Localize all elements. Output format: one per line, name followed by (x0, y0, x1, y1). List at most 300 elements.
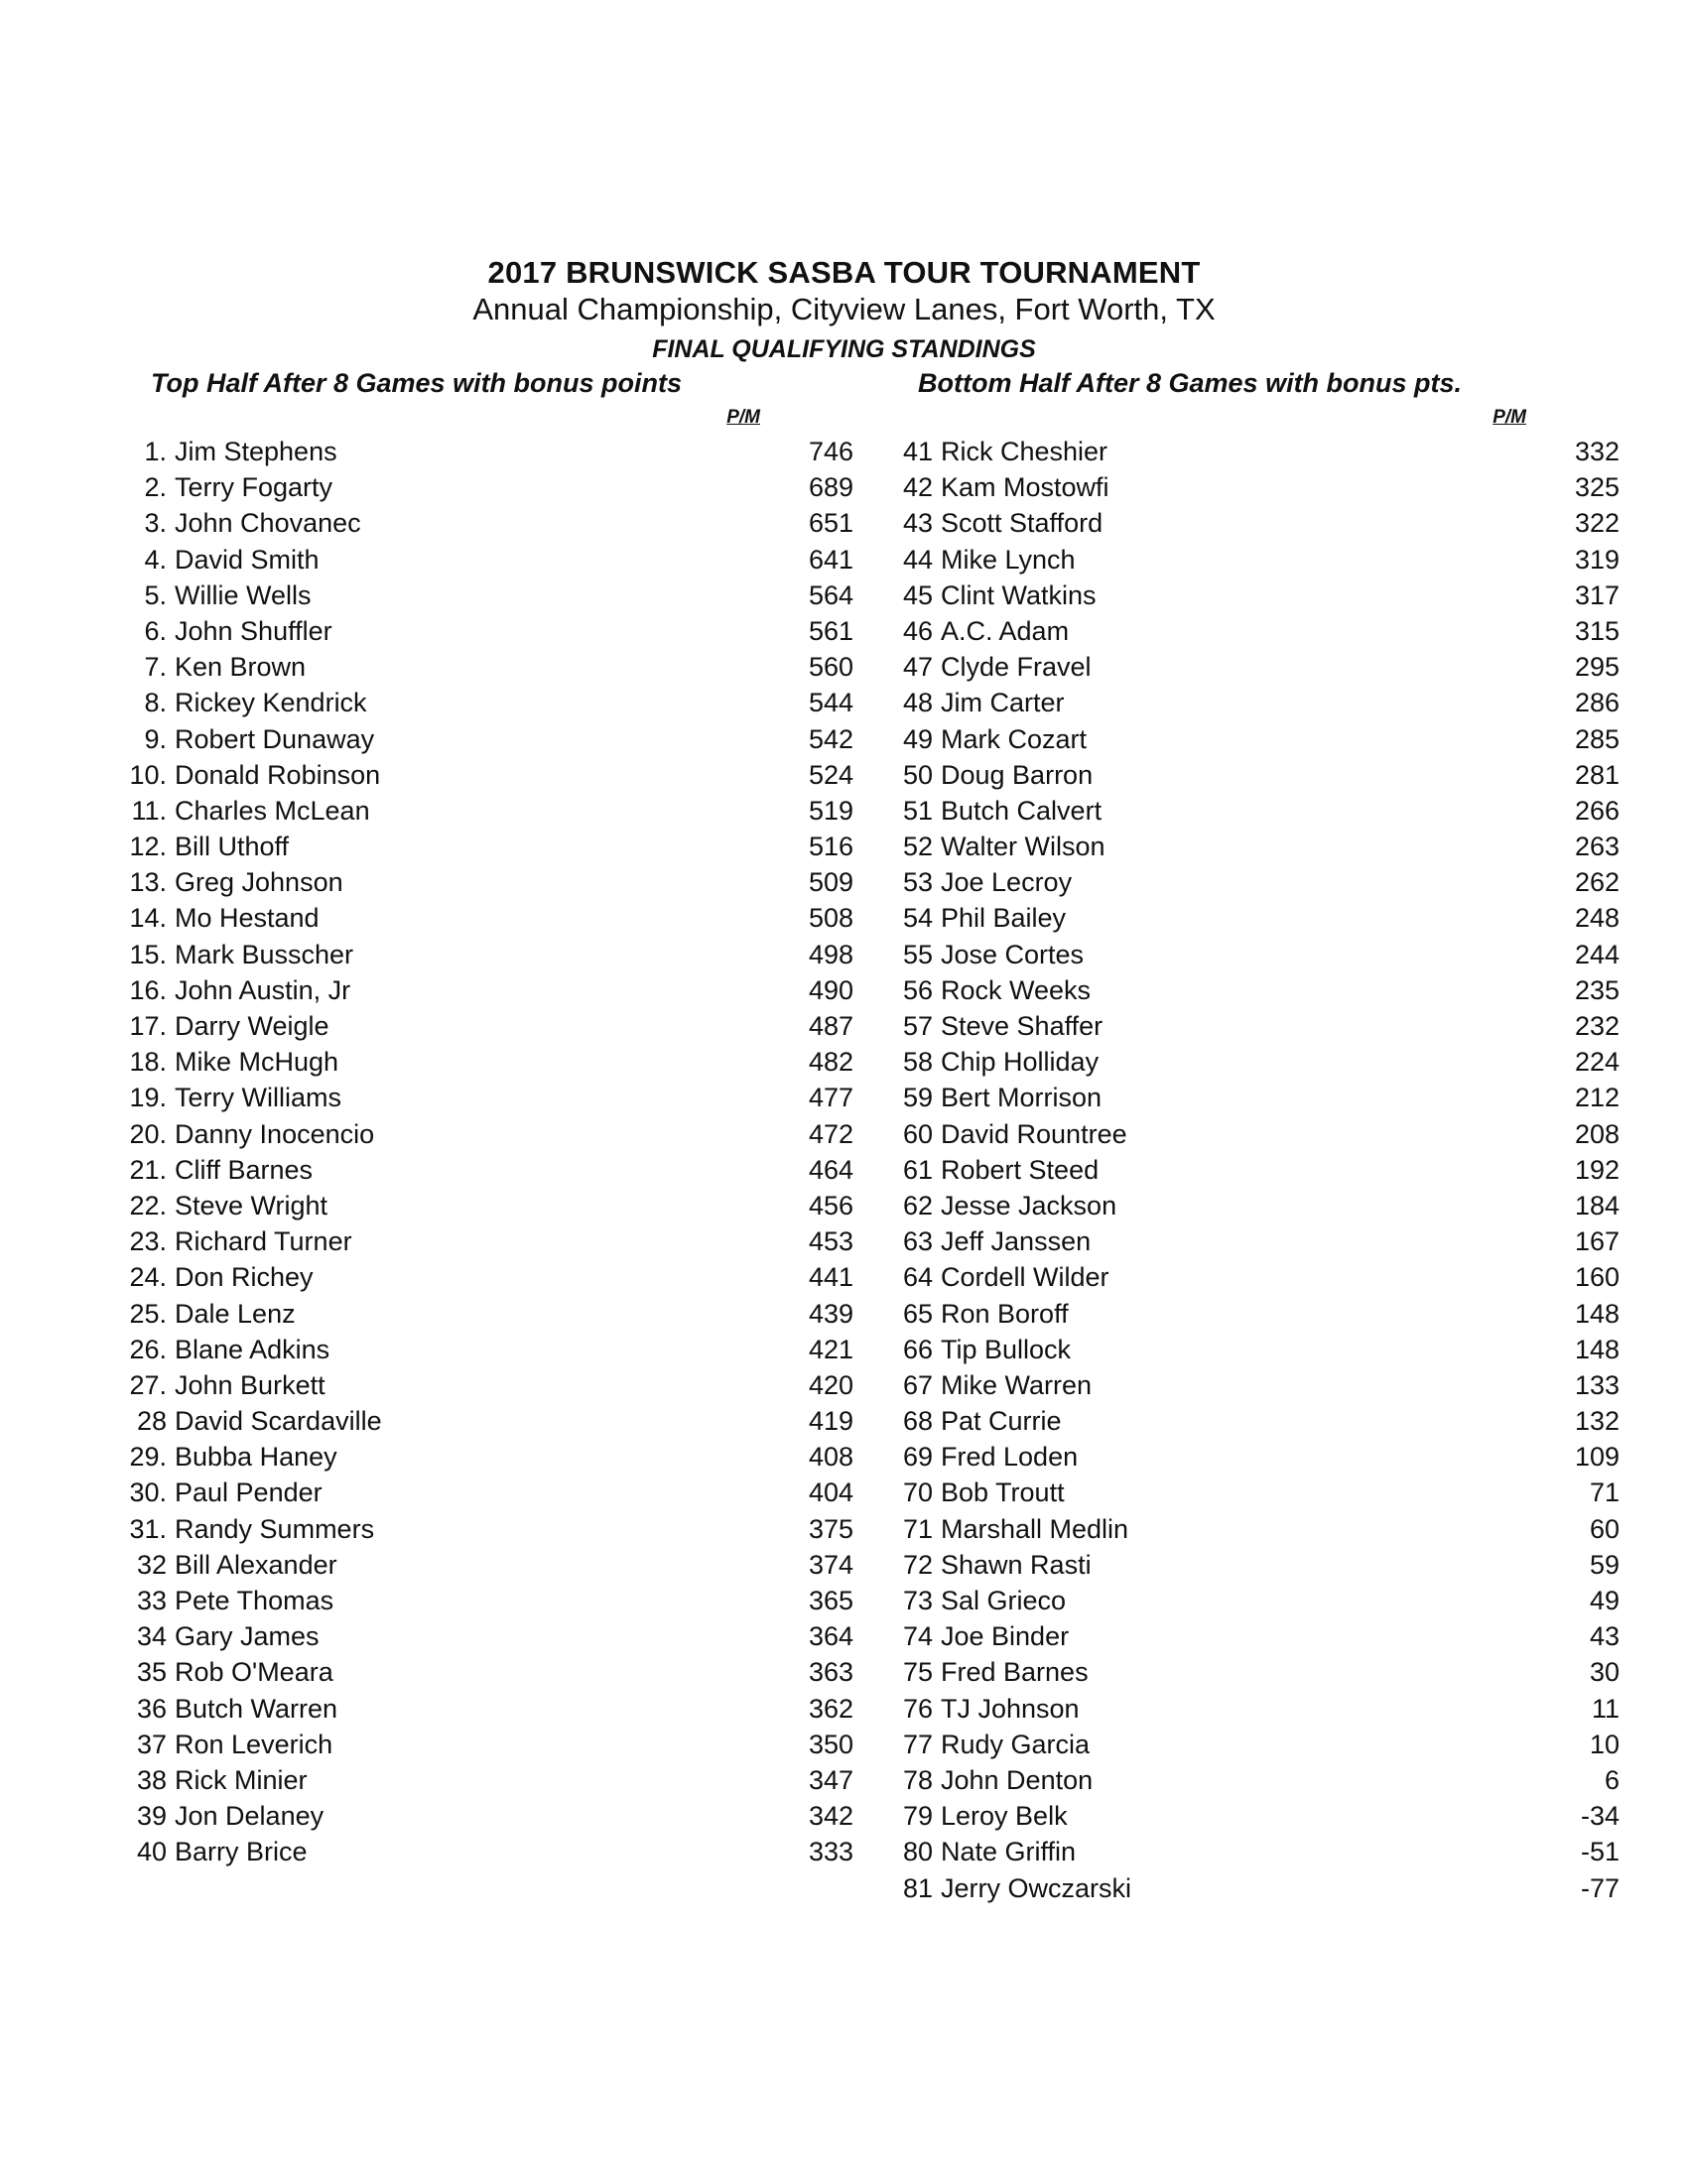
standings-row (865, 578, 1620, 613)
rank: 10. (129, 759, 167, 790)
bowler-name: Steve Shaffer (941, 1011, 1104, 1041)
standings-row (865, 1691, 1620, 1727)
rank: 53 (902, 867, 933, 898)
standings-row (99, 1475, 853, 1510)
pm-points: 133 (1574, 1369, 1620, 1400)
standings-row (865, 1367, 1620, 1403)
standings-row (865, 1798, 1620, 1834)
rank: 8. (144, 688, 167, 718)
bowler-name: Blane Adkins (175, 1334, 330, 1364)
rank: 74 (902, 1621, 933, 1652)
standings-row (99, 1116, 853, 1152)
pm-points: 281 (1574, 759, 1620, 790)
rank: 21. (129, 1154, 167, 1185)
standings-label: FINAL QUALIFYING STANDINGS (652, 335, 1036, 363)
standings-row (99, 1798, 853, 1834)
rank: 14. (129, 903, 167, 934)
bowler-name: Darry Weigle (175, 1011, 329, 1041)
standings-row (865, 1152, 1620, 1188)
bowler-name: Richard Turner (175, 1226, 352, 1257)
pm-points: 408 (808, 1442, 853, 1473)
standings-row (865, 1654, 1620, 1690)
rank: 66 (902, 1334, 933, 1364)
standings-row (865, 685, 1620, 720)
standings-row (865, 1116, 1620, 1152)
standings-row (99, 1332, 853, 1367)
bowler-name: John Chovanec (175, 508, 361, 539)
standings-row (865, 1762, 1620, 1798)
pm-points: 322 (1574, 508, 1620, 539)
bowler-name: Donald Robinson (175, 759, 381, 790)
bowler-name: Bert Morrison (941, 1083, 1103, 1113)
pm-points: 441 (808, 1262, 853, 1293)
rank: 26. (129, 1334, 167, 1364)
standings-row (99, 972, 853, 1008)
rank: 5. (144, 579, 167, 610)
pm-points: 212 (1574, 1083, 1620, 1113)
bowler-name: Greg Johnson (175, 867, 343, 898)
bowler-name: Bill Alexander (175, 1549, 337, 1580)
pm-points: 30 (1589, 1657, 1620, 1688)
pm-points: 286 (1574, 688, 1620, 718)
rank: 15. (129, 939, 167, 969)
rank: 13. (129, 867, 167, 898)
rank: 61 (902, 1154, 933, 1185)
pm-points: 10 (1589, 1729, 1620, 1759)
standings-row (99, 542, 853, 578)
rank: 38 (136, 1764, 167, 1795)
pm-points: 560 (808, 652, 853, 683)
bowler-name: Leroy Belk (941, 1801, 1068, 1832)
pm-points: 561 (808, 615, 853, 646)
pm-points: 420 (808, 1369, 853, 1400)
standings-row (99, 1296, 853, 1332)
pm-points: -77 (1580, 1872, 1620, 1903)
pm-points: 317 (1574, 579, 1620, 610)
pm-points: 71 (1589, 1477, 1620, 1508)
rank: 56 (902, 974, 933, 1005)
bowler-name: David Scardaville (175, 1406, 382, 1437)
standings-row (865, 1332, 1620, 1367)
pm-points: 439 (808, 1298, 853, 1329)
pm-points: -34 (1580, 1801, 1620, 1832)
standings-row (99, 1080, 853, 1115)
rank: 46 (902, 615, 933, 646)
bowler-name: Rob O'Meara (175, 1657, 333, 1688)
pm-points: 641 (808, 544, 853, 575)
pm-points: 244 (1574, 939, 1620, 969)
pm-points: 148 (1574, 1334, 1620, 1364)
rank: 62 (902, 1190, 933, 1220)
bowler-name: Mo Hestand (175, 903, 320, 934)
pm-points: 498 (808, 939, 853, 969)
standings-row (865, 613, 1620, 649)
standings-row (99, 685, 853, 720)
standings-row (99, 900, 853, 936)
rank: 59 (902, 1083, 933, 1113)
rank: 54 (902, 903, 933, 934)
bowler-name: Joe Binder (941, 1621, 1070, 1652)
bowler-name: Mike Lynch (941, 544, 1076, 575)
bowler-name: Terry Williams (175, 1083, 341, 1113)
pm-points: 365 (808, 1586, 853, 1615)
pm-points: 404 (808, 1477, 853, 1508)
pm-points: 519 (808, 795, 853, 826)
pm-points: 482 (808, 1047, 853, 1078)
standings-row (865, 505, 1620, 541)
rank: 23. (129, 1226, 167, 1257)
bowler-name: John Denton (941, 1764, 1094, 1795)
rank: 55 (902, 939, 933, 969)
standings-row (865, 1727, 1620, 1762)
rank: 71 (902, 1513, 933, 1544)
standings-row (865, 937, 1620, 972)
rank: 2. (144, 472, 167, 503)
standings-row (99, 1259, 853, 1295)
tournament-title: 2017 BRUNSWICK SASBA TOUR TOURNAMENT (487, 255, 1201, 290)
pm-points: 421 (808, 1334, 853, 1364)
bowler-name: John Austin, Jr (175, 974, 351, 1005)
standings-row (865, 1834, 1620, 1869)
bowler-name: Jim Carter (941, 688, 1065, 718)
pm-points: 295 (1574, 652, 1620, 683)
bowler-name: Pete Thomas (175, 1586, 334, 1615)
bowler-name: Charles McLean (175, 795, 370, 826)
rank: 69 (902, 1442, 933, 1473)
rank: 25. (129, 1298, 167, 1329)
pm-points: 262 (1574, 867, 1620, 898)
standings-row (99, 1367, 853, 1403)
standings-row (99, 434, 853, 469)
standings-row (865, 721, 1620, 757)
standings-row (99, 1439, 853, 1475)
pm-points: 319 (1574, 544, 1620, 575)
standings-row (865, 542, 1620, 578)
bowler-name: Randy Summers (175, 1513, 375, 1544)
standings-row (865, 1475, 1620, 1510)
pm-points: 6 (1604, 1764, 1620, 1795)
standings-row (865, 649, 1620, 685)
bowler-name: David Rountree (941, 1118, 1127, 1149)
pm-points: 374 (808, 1549, 853, 1580)
standings-row (865, 900, 1620, 936)
rank: 50 (902, 759, 933, 790)
standings-row (865, 864, 1620, 900)
bowler-name: Sal Grieco (941, 1586, 1067, 1615)
bowler-name: Ron Leverich (175, 1729, 333, 1759)
rank: 28 (136, 1406, 167, 1437)
bowler-name: Clint Watkins (941, 579, 1097, 610)
rank: 70 (902, 1477, 933, 1508)
standings-row (99, 1403, 853, 1439)
standings-row (99, 757, 853, 793)
bowler-name: Barry Brice (175, 1837, 308, 1867)
rank: 30. (129, 1477, 167, 1508)
rank: 65 (902, 1298, 933, 1329)
bowler-name: Jim Stephens (175, 437, 337, 466)
rank: 29. (129, 1442, 167, 1473)
standings-row (99, 1654, 853, 1690)
rank: 6. (144, 615, 167, 646)
pm-points: 333 (808, 1837, 853, 1867)
pm-points: 477 (808, 1083, 853, 1113)
pm-points: 487 (808, 1011, 853, 1041)
bowler-name: Bob Troutt (941, 1477, 1065, 1508)
rank: 60 (902, 1118, 933, 1149)
standings-row (865, 1259, 1620, 1295)
rank: 42 (902, 472, 933, 503)
standings-row (99, 793, 853, 829)
pm-points: 224 (1574, 1047, 1620, 1078)
pm-points: 167 (1574, 1226, 1620, 1257)
rank: 35 (136, 1657, 167, 1688)
rank: 24. (129, 1262, 167, 1293)
standings-row (865, 1870, 1620, 1906)
rank: 45 (902, 579, 933, 610)
rank: 52 (902, 832, 933, 862)
standings-row (99, 1762, 853, 1798)
rank: 9. (144, 723, 167, 754)
rank: 20. (129, 1118, 167, 1149)
bowler-name: Chip Holliday (941, 1047, 1100, 1078)
pm-points: 490 (808, 974, 853, 1005)
pm-points: 208 (1574, 1118, 1620, 1149)
standings-row (865, 1044, 1620, 1080)
pm-points: 235 (1574, 974, 1620, 1005)
rank: 1. (144, 437, 167, 466)
bowler-name: Clyde Fravel (941, 652, 1092, 683)
pm-points: 689 (808, 472, 853, 503)
standings-row (865, 469, 1620, 505)
pm-points: 472 (808, 1118, 853, 1149)
rank: 44 (902, 544, 933, 575)
standings-row (99, 1547, 853, 1583)
standings-row (99, 721, 853, 757)
bowler-name: Jose Cortes (941, 939, 1085, 969)
top-half-heading: Top Half After 8 Games with bonus points (151, 368, 683, 398)
pm-points: 375 (808, 1513, 853, 1544)
rank: 39 (136, 1801, 167, 1832)
bowler-name: Robert Dunaway (175, 723, 375, 754)
rank: 79 (902, 1801, 933, 1832)
rank: 80 (902, 1837, 933, 1867)
pm-points: 350 (808, 1729, 853, 1759)
standings-row (865, 1547, 1620, 1583)
pm-points: 419 (808, 1406, 853, 1437)
standings-row (99, 469, 853, 505)
bowler-name: Marshall Medlin (941, 1513, 1129, 1544)
bowler-name: Bill Uthoff (175, 832, 290, 862)
bottom-half-standings-list (865, 434, 1620, 1906)
bowler-name: Pat Currie (941, 1406, 1062, 1437)
pm-points: 285 (1574, 723, 1620, 754)
bowler-name: Terry Fogarty (175, 472, 333, 503)
rank: 51 (902, 795, 933, 826)
standings-row (99, 1188, 853, 1223)
pm-points: 184 (1574, 1190, 1620, 1220)
standings-row (99, 1834, 853, 1869)
rank: 36 (136, 1693, 167, 1724)
bowler-name: Doug Barron (941, 759, 1094, 790)
pm-points: 192 (1574, 1154, 1620, 1185)
pm-points: 60 (1589, 1513, 1620, 1544)
bowler-name: Butch Calvert (941, 795, 1103, 826)
standings-row (865, 1008, 1620, 1044)
pm-points: 347 (808, 1764, 853, 1795)
pm-points: 509 (808, 867, 853, 898)
bowler-name: Mike McHugh (175, 1047, 339, 1078)
pm-points: 109 (1574, 1442, 1620, 1473)
rank: 77 (902, 1729, 933, 1759)
standings-row (865, 1511, 1620, 1547)
rank: 81 (902, 1872, 933, 1903)
bottom-half-heading: Bottom Half After 8 Games with bonus pts. (918, 368, 1463, 398)
pm-points: 363 (808, 1657, 853, 1688)
standings-row (99, 1008, 853, 1044)
pm-points: 263 (1574, 832, 1620, 862)
pm-points: 456 (808, 1190, 853, 1220)
bowler-name: David Smith (175, 544, 320, 575)
bowler-name: Dale Lenz (175, 1298, 296, 1329)
bowler-name: Butch Warren (175, 1693, 338, 1724)
pm-points: 160 (1574, 1262, 1620, 1293)
bowler-name: Joe Lecroy (941, 867, 1073, 898)
rank: 12. (129, 832, 167, 862)
standings-row (865, 1188, 1620, 1223)
standings-row (865, 1080, 1620, 1115)
standings-row (99, 1223, 853, 1259)
pm-points: 315 (1574, 615, 1620, 646)
standings-row (99, 505, 853, 541)
bowler-name: Cliff Barnes (175, 1154, 314, 1185)
bowler-name: Fred Loden (941, 1442, 1079, 1473)
standings-row (99, 1618, 853, 1654)
rank: 37 (136, 1729, 167, 1759)
pm-points: 132 (1574, 1406, 1620, 1437)
standings-row (865, 1223, 1620, 1259)
rank: 7. (144, 652, 167, 683)
bowler-name: Kam Mostowfi (941, 472, 1109, 503)
pm-points: -51 (1580, 1837, 1620, 1867)
rank: 72 (902, 1549, 933, 1580)
rank: 34 (136, 1621, 167, 1652)
rank: 67 (902, 1369, 933, 1400)
bowler-name: Rudy Garcia (941, 1729, 1091, 1759)
bowler-name: Scott Stafford (941, 508, 1104, 539)
standings-row (865, 1583, 1620, 1618)
rank: 33 (136, 1586, 167, 1615)
standings-row (99, 937, 853, 972)
rank: 49 (902, 723, 933, 754)
bowler-name: Mark Busscher (175, 939, 354, 969)
bowler-name: Jeff Janssen (941, 1226, 1092, 1257)
standings-row (865, 829, 1620, 864)
bowler-name: Fred Barnes (941, 1657, 1089, 1688)
standings-row (865, 972, 1620, 1008)
standings-row (99, 1583, 853, 1618)
bowler-name: Mike Warren (941, 1369, 1093, 1400)
pm-points: 516 (808, 832, 853, 862)
pm-points: 325 (1574, 472, 1620, 503)
rank: 75 (902, 1657, 933, 1688)
bowler-name: A.C. Adam (941, 615, 1070, 646)
pm-points: 542 (808, 723, 853, 754)
standings-row (99, 864, 853, 900)
pm-points: 332 (1574, 437, 1620, 466)
rank: 68 (902, 1406, 933, 1437)
bowler-name: Rick Minier (175, 1764, 308, 1795)
standings-row (865, 1403, 1620, 1439)
bowler-name: Jerry Owczarski (941, 1872, 1132, 1903)
rank: 76 (902, 1693, 933, 1724)
rank: 18. (129, 1047, 167, 1078)
rank: 17. (129, 1011, 167, 1041)
standings-row (865, 1296, 1620, 1332)
standings-row (99, 1727, 853, 1762)
rank: 3. (144, 508, 167, 539)
bowler-name: Bubba Haney (175, 1442, 337, 1473)
bowler-name: Willie Wells (175, 579, 312, 610)
rank: 57 (902, 1011, 933, 1041)
bowler-name: Mark Cozart (941, 723, 1088, 754)
rank: 31. (129, 1513, 167, 1544)
rank: 40 (136, 1837, 167, 1867)
rank: 64 (902, 1262, 933, 1293)
bowler-name: John Shuffler (175, 615, 332, 646)
bowler-name: TJ Johnson (941, 1693, 1080, 1724)
bowler-name: Walter Wilson (941, 832, 1105, 862)
rank: 43 (902, 508, 933, 539)
bowler-name: Don Richey (175, 1262, 314, 1293)
pm-points: 342 (808, 1801, 853, 1832)
rank: 27. (129, 1369, 167, 1400)
pm-points: 49 (1589, 1586, 1620, 1615)
pm-points: 746 (808, 437, 853, 466)
rank: 47 (902, 652, 933, 683)
pm-points: 266 (1574, 795, 1620, 826)
pm-points: 544 (808, 688, 853, 718)
pm-points: 43 (1589, 1621, 1620, 1652)
rank: 73 (902, 1586, 933, 1615)
standings-row (99, 1691, 853, 1727)
bowler-name: Shawn Rasti (941, 1549, 1092, 1580)
bowler-name: Ken Brown (175, 652, 307, 683)
standings-row (99, 613, 853, 649)
rank: 4. (144, 544, 167, 575)
standings-row (865, 1618, 1620, 1654)
pm-points: 364 (808, 1621, 853, 1652)
bowler-name: Rick Cheshier (941, 437, 1108, 466)
pm-points: 11 (1591, 1693, 1620, 1724)
rank: 22. (129, 1190, 167, 1220)
standings-row (99, 578, 853, 613)
bowler-name: Danny Inocencio (175, 1118, 375, 1149)
right-pm-column-header: P/M (1493, 407, 1526, 428)
bowler-name: John Burkett (175, 1369, 325, 1400)
standings-row (865, 1439, 1620, 1475)
bowler-name: Rickey Kendrick (175, 688, 367, 718)
standings-row (99, 1044, 853, 1080)
pm-points: 248 (1574, 903, 1620, 934)
rank: 78 (902, 1764, 933, 1795)
pm-points: 508 (808, 903, 853, 934)
standings-row (99, 649, 853, 685)
pm-points: 453 (808, 1226, 853, 1257)
bowler-name: Jon Delaney (175, 1801, 325, 1832)
top-half-standings-list (99, 434, 853, 1870)
pm-points: 59 (1589, 1549, 1620, 1580)
standings-row (99, 1152, 853, 1188)
